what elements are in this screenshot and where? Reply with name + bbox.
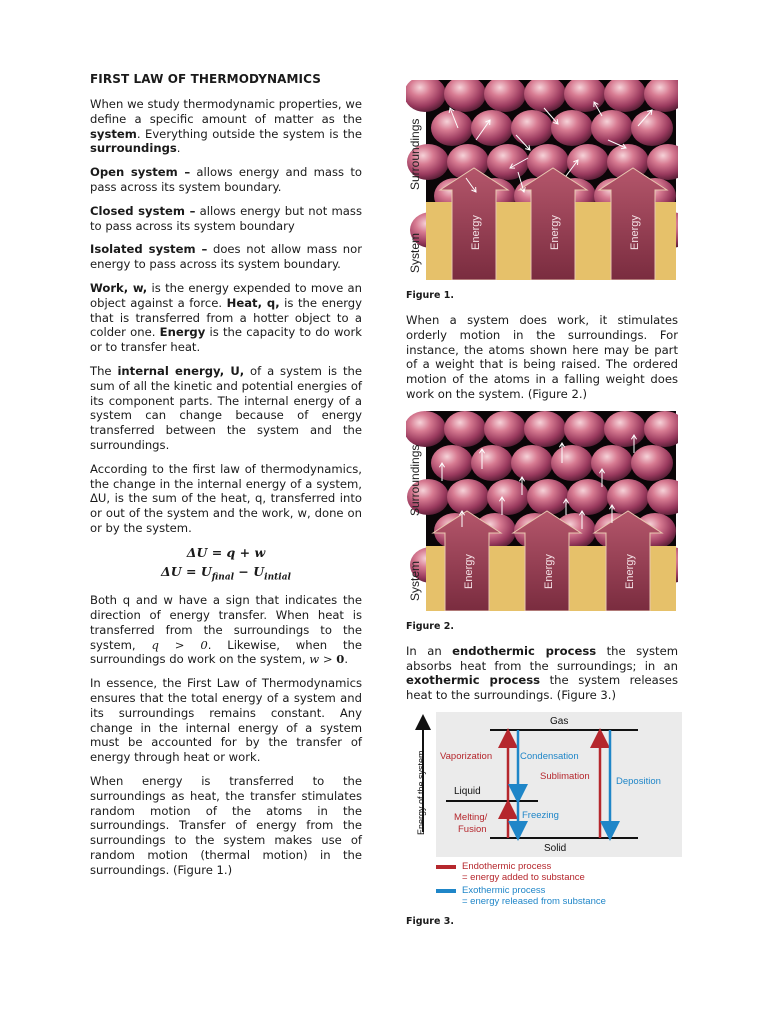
term-heat: Heat, q, xyxy=(226,295,280,310)
fig3-legend-endo-swatch xyxy=(436,865,456,869)
term-exothermic: exothermic process xyxy=(406,673,541,688)
figure-2-caption: Figure 2. xyxy=(406,620,454,632)
atom xyxy=(631,110,673,146)
fig1-energy-label-3: Energy xyxy=(629,215,641,250)
atom xyxy=(444,411,486,447)
atom xyxy=(607,479,649,515)
fig3-condensation-label: Condensation xyxy=(520,750,579,762)
atom xyxy=(484,411,526,447)
atom xyxy=(511,110,553,146)
energy-text: is the capacity to do work or to transfer heat. xyxy=(90,325,362,355)
atom xyxy=(564,411,606,447)
fig1-surroundings-label: Surroundings xyxy=(408,118,422,190)
intro-text-3: . xyxy=(176,141,181,156)
term-internal-energy: internal energy, U, xyxy=(117,363,245,378)
figure-3-diagram xyxy=(410,712,682,908)
internal-text: The xyxy=(90,363,118,378)
intro-paragraph xyxy=(90,97,362,156)
fig3-gas-label: Gas xyxy=(550,715,569,727)
fig3-solid-label: Solid xyxy=(544,842,567,854)
atom xyxy=(567,479,609,515)
equation-delta-u: ΔU = q + w xyxy=(186,544,266,560)
term-isolated-system: Isolated system – xyxy=(90,242,208,257)
term-open-system: Open system – xyxy=(90,165,191,180)
left-column xyxy=(90,72,362,887)
fig2-system-label: System xyxy=(408,560,422,601)
atom xyxy=(591,445,633,481)
atom xyxy=(471,445,513,481)
heat-text: is the energy that is transferred from a hotter object to a colder one. xyxy=(90,295,362,340)
figure-3-caption: Figure 3. xyxy=(406,915,454,927)
essence-paragraph: In essence, the First Law of Thermodynamics ensures that the total energy of a system and its surroundings remains constant. Any change in the internal energy of a system must be accounted for by the transfer of energy through heat or work. xyxy=(90,676,362,765)
endothermic-paragraph xyxy=(406,644,678,703)
fig3-vaporization-label: Vaporization xyxy=(440,750,493,762)
fig3-sublimation-label: Sublimation xyxy=(540,770,590,782)
atom xyxy=(471,110,513,146)
term-system: system xyxy=(90,126,137,141)
atom xyxy=(604,411,646,447)
fig3-liquid-label: Liquid xyxy=(454,785,481,797)
closed-system-text: allows energy but not mass to pass across its system boundary xyxy=(90,203,362,233)
atom xyxy=(487,144,529,180)
fig3-legend-exo-title: Exothermic process xyxy=(462,884,546,896)
fig3-legend-endo-desc: = energy added to substance xyxy=(462,871,585,883)
atom xyxy=(527,479,569,515)
transfer-paragraph: When energy is transferred to the surroundings as heat, the transfer stimulates random motion of the atoms in the surroundings. Transfer of energy from the surroundings to the system makes use of random motion (thermal motion) in the surroundings. (Figure 1.) xyxy=(90,773,362,877)
atom xyxy=(591,110,633,146)
fig3-legend-exo-desc: = energy released from substance xyxy=(462,895,606,907)
equation-u-final xyxy=(90,564,362,583)
term-surroundings: surroundings xyxy=(90,141,177,156)
fig1-energy-label-2: Energy xyxy=(549,215,561,250)
isolated-system-text: does not allow mass nor energy to pass across its system boundary. xyxy=(90,242,362,272)
document-title: FIRST LAW OF THERMODYNAMICS xyxy=(90,72,321,86)
term-work: Work, w, xyxy=(90,280,148,295)
fig2-surroundings-label: Surroundings xyxy=(408,444,422,516)
atom xyxy=(551,110,593,146)
atom xyxy=(447,479,489,515)
fig2-energy-label-2: Energy xyxy=(543,553,555,589)
atom xyxy=(631,445,673,481)
atom xyxy=(431,110,473,146)
fig3-fusion-label: Fusion xyxy=(458,823,487,835)
fig1-energy-label-1: Energy xyxy=(470,215,482,250)
internal-energy-paragraph xyxy=(90,364,362,453)
intro-text: When we study thermodynamic properties, we define a specific amount of matter as the xyxy=(90,97,362,126)
endo-text-2: the system absorbs heat from the surroundings; in an xyxy=(406,643,679,673)
atom xyxy=(567,144,609,180)
sign-paragraph xyxy=(90,593,362,667)
endo-text-3: the system releases heat to the surroundings. (Figure 3.) xyxy=(406,673,678,703)
term-closed-system: Closed system – xyxy=(90,203,196,218)
intro-text-2: . Everything outside the system is the xyxy=(136,126,362,141)
isolated-system-paragraph xyxy=(90,242,362,272)
eq-sub-final: final xyxy=(211,572,235,583)
sign-text: Both q and w have a sign that indicates the direction of energy transfer. When heat is transferred from the surroundings to the system, xyxy=(90,593,362,652)
fig2-energy-label-1: Energy xyxy=(463,553,475,589)
fig3-legend-exo-swatch xyxy=(436,889,456,893)
endo-text: In an xyxy=(406,643,453,658)
eq-sub-initial: intial xyxy=(264,572,291,583)
atom xyxy=(487,479,529,515)
fig3-legend-endo-title: Endothermic process xyxy=(462,860,552,872)
first-law-paragraph: According to the first law of thermodynamics, the change in the internal energy of a system, ΔU, is the sum of the heat, q, transferred into or out of the system and the work, w, done on or by the system. xyxy=(90,461,362,535)
fig2-energy-label-3: Energy xyxy=(624,553,636,589)
fig1-system-label: System xyxy=(408,232,422,273)
figure-2-image xyxy=(406,411,678,611)
work-heat-paragraph xyxy=(90,281,362,355)
term-endothermic: endothermic process xyxy=(452,643,597,658)
fig3-freezing-label: Freezing xyxy=(522,809,559,821)
fig3-melting-label: Melting/ xyxy=(454,811,488,823)
internal-text-2: of a system is the sum of all the kinetic and potential energies of its component parts. The internal energy of a system can change because of energy transferred between the system and the surroundings. xyxy=(90,363,362,452)
figure-1-caption: Figure 1. xyxy=(406,290,454,301)
eq-part-2: − U xyxy=(234,563,265,579)
fig3-deposition-label: Deposition xyxy=(616,775,661,787)
math-w-positive: w > xyxy=(309,652,333,667)
sign-text-3: . xyxy=(344,652,349,667)
work-text: is the energy expended to move an object against a force. xyxy=(90,280,362,310)
figure-1-image xyxy=(406,80,678,280)
closed-system-paragraph xyxy=(90,204,362,234)
math-zero: 0 xyxy=(336,652,345,667)
open-system-paragraph xyxy=(90,165,362,195)
math-q-positive: q > 0 xyxy=(151,637,208,652)
atom xyxy=(511,445,553,481)
figure-1-text: When a system does work, it stimulates orderly motion in the surroundings. For instance, the atoms shown here may be part of a weight that is being raised. The ordered motion of the atoms in a falling weight does work on the system. (Figure 2.) xyxy=(406,313,678,401)
term-energy: Energy xyxy=(159,325,206,340)
right-column xyxy=(406,80,678,939)
atom xyxy=(551,445,593,481)
atom xyxy=(524,411,566,447)
sign-text-2: . Likewise, when the surroundings do work on the system, xyxy=(90,637,362,667)
open-system-text: allows energy and mass to pass across its system boundary. xyxy=(90,165,362,194)
atom xyxy=(431,445,473,481)
fig3-y-label: Energy of the system xyxy=(416,750,426,835)
eq-part: ΔU = U xyxy=(161,563,212,579)
